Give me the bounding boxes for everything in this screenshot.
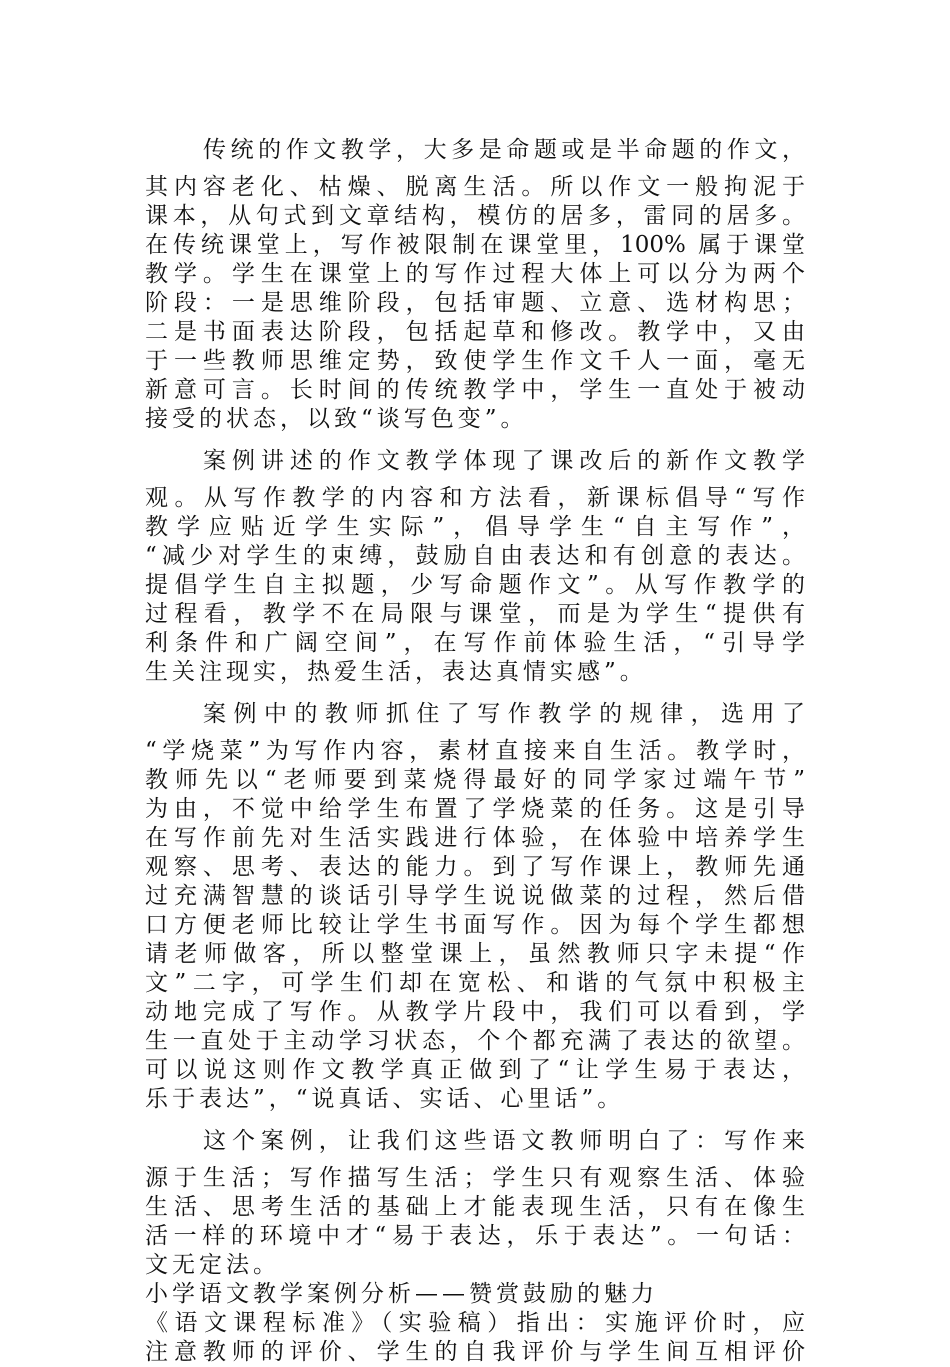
paragraph-2-line-1: 案例讲述的作文教学体现了课改后的新作文教学 <box>203 448 805 474</box>
paragraph-3-line-3: 教师先以“老师要到菜烧得最好的同学家过端午节” <box>145 767 805 793</box>
paragraph-3-line-14: 乐于表达”，“说真话、实话、心里话”。 <box>145 1086 625 1112</box>
paragraph-3-line-4: 为由，不觉中给学生布置了学烧菜的任务。这是引导 <box>145 796 805 822</box>
paragraph-3-line-1: 案例中的教师抓住了写作教学的规律，选用了 <box>203 701 805 727</box>
paragraph-3-line-9: 请老师做客，所以整堂课上，虽然教师只字未提“作 <box>145 941 805 967</box>
paragraph-1-line-5: 教学。学生在课堂上的写作过程大体上可以分为两个 <box>145 261 805 287</box>
paragraph-2-line-8: 生关注现实，热爱生活，表达真情实感”。 <box>145 659 647 685</box>
paragraph-3-line-7: 过充满智慧的谈话引导学生说说做菜的过程，然后借 <box>145 883 805 909</box>
paragraph-3-line-8: 口方便老师比较让学生书面写作。因为每个学生都想 <box>145 912 805 938</box>
paragraph-4-line-2: 源于生活；写作描写生活；学生只有观察生活、体验 <box>145 1165 805 1191</box>
paragraph-4-line-3: 生活、思考生活的基础上才能表现生活，只有在像生 <box>145 1194 805 1220</box>
paragraph-1-line-4: 在传统课堂上，写作被限制在课堂里，100% 属于课堂 <box>145 232 805 258</box>
paragraph-1-line-1: 传统的作文教学，大多是命题或是半命题的作文， <box>203 137 805 163</box>
paragraph-5-line-2: 注意教师的评价、学生的自我评价与学生间互相评价 <box>145 1339 805 1365</box>
section-heading: 小学语文教学案例分析——赞赏鼓励的魅力 <box>145 1281 658 1307</box>
paragraph-2-line-2: 观。从写作教学的内容和方法看，新课标倡导“写作 <box>145 485 805 511</box>
paragraph-4-line-4: 活一样的环境中才“易于表达，乐于表达”。一句话： <box>145 1223 805 1249</box>
paragraph-3-line-6: 观察、思考、表达的能力。到了写作课上，教师先通 <box>145 854 805 880</box>
paragraph-3-line-10: 文”二字，可学生们却在宽松、和谐的气氛中积极主 <box>145 970 805 996</box>
paragraph-2-line-6: 过程看，教学不在局限与课堂，而是为学生“提供有 <box>145 601 805 627</box>
paragraph-1-line-7: 二是书面表达阶段，包括起草和修改。教学中，又由 <box>145 319 805 345</box>
paragraph-1-line-10: 接受的状态，以致“谈写色变”。 <box>145 406 528 432</box>
paragraph-3-line-13: 可以说这则作文教学真正做到了“让学生易于表达， <box>145 1057 805 1083</box>
paragraph-3-line-11: 动地完成了写作。从教学片段中，我们可以看到，学 <box>145 999 805 1025</box>
paragraph-3-line-2: “学烧菜”为写作内容，素材直接来自生活。教学时， <box>145 738 805 764</box>
paragraph-1-line-2: 其内容老化、枯燥、脱离生活。所以作文一般拘泥于 <box>145 174 805 200</box>
paragraph-2-line-3: 教学应贴近学生实际”，倡导学生“自主写作”， <box>145 514 805 540</box>
paragraph-1-line-9: 新意可言。长时间的传统教学中，学生一直处于被动 <box>145 377 805 403</box>
paragraph-2-line-4: “减少对学生的束缚，鼓励自由表达和有创意的表达。 <box>145 543 805 569</box>
paragraph-1-line-8: 于一些教师思维定势，致使学生作文千人一面，毫无 <box>145 348 805 374</box>
paragraph-4-line-5: 文无定法。 <box>145 1252 280 1278</box>
paragraph-3-line-5: 在写作前先对生活实践进行体验，在体验中培养学生 <box>145 825 805 851</box>
paragraph-3-line-12: 生一直处于主动学习状态，个个都充满了表达的欲望。 <box>145 1028 805 1054</box>
paragraph-1-line-6: 阶段：一是思维阶段，包括审题、立意、选材构思； <box>145 290 805 316</box>
paragraph-2-line-7: 利条件和广阔空间”，在写作前体验生活，“引导学 <box>145 630 805 656</box>
paragraph-2-line-5: 提倡学生自主拟题，少写命题作文”。从写作教学的 <box>145 572 805 598</box>
paragraph-1-line-3: 课本，从句式到文章结构，模仿的居多，雷同的居多。 <box>145 203 805 229</box>
paragraph-5-line-1: 《语文课程标准》（实验稿）指出：实施评价时，应 <box>145 1310 805 1336</box>
paragraph-4-line-1: 这个案例，让我们这些语文教师明白了：写作来 <box>203 1128 805 1154</box>
